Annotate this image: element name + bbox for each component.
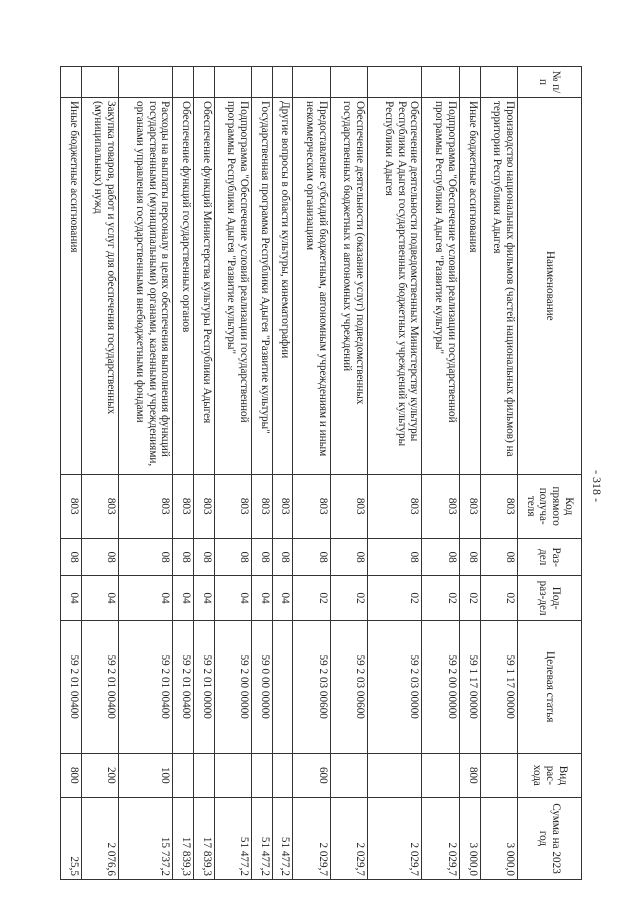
cell-name: Расходы на выплаты персоналу в целях обеспечения выполнения функций государственными (муниципальными) органами, казенными учреждениями, органами управления государственными внебюджетными фондами <box>119 98 173 475</box>
cell-num <box>194 67 215 98</box>
cell-sum: 17 839,3 <box>194 797 215 879</box>
cell-razdel: 08 <box>173 538 194 576</box>
cell-article: 59 2 01 00000 <box>194 620 215 753</box>
cell-code: 803 <box>61 474 82 538</box>
cell-num <box>272 67 293 98</box>
cell-num <box>459 67 480 98</box>
header-name: Наименование <box>518 98 582 475</box>
table-header <box>518 67 582 880</box>
table-row <box>214 67 251 880</box>
cell-vid: 200 <box>81 753 118 797</box>
cell-num <box>119 67 173 98</box>
cell-name: Предоставление субсидий бюджетным, автономным учреждениям и иным некоммерческим организациям <box>293 98 330 475</box>
cell-num <box>81 67 118 98</box>
cell-razdel: 08 <box>61 538 82 576</box>
cell-article <box>272 620 293 753</box>
cell-name: Обеспечение деятельности (оказание услуг) подведомственных государственных бюджетных и автономных учреждений <box>330 98 367 475</box>
cell-code: 803 <box>330 474 367 538</box>
table-row <box>81 67 118 880</box>
cell-article: 59 2 00 00000 <box>214 620 251 753</box>
cell-code: 803 <box>119 474 173 538</box>
cell-vid <box>252 753 273 797</box>
cell-num <box>214 67 251 98</box>
table-body <box>61 67 518 880</box>
cell-razdel: 08 <box>368 538 422 576</box>
cell-sum: 51 477,2 <box>214 797 251 879</box>
cell-podrazdel: 02 <box>330 576 367 620</box>
cell-vid: 800 <box>459 753 480 797</box>
cell-razdel: 08 <box>119 538 173 576</box>
table-row <box>252 67 273 880</box>
cell-sum: 2 029,7 <box>293 797 330 879</box>
header-razdel: Раз-дел <box>518 538 582 576</box>
cell-podrazdel: 04 <box>214 576 251 620</box>
cell-code: 803 <box>422 474 459 538</box>
budget-table <box>60 66 582 880</box>
cell-name: Государственная программа Республики Адыгея "Развитие культуры" <box>252 98 273 475</box>
cell-code: 803 <box>81 474 118 538</box>
cell-vid: 600 <box>293 753 330 797</box>
cell-vid <box>173 753 194 797</box>
cell-podrazdel: 02 <box>293 576 330 620</box>
cell-razdel: 08 <box>330 538 367 576</box>
cell-num <box>61 67 82 98</box>
cell-razdel: 08 <box>252 538 273 576</box>
cell-article: 59 2 03 00600 <box>330 620 367 753</box>
cell-code: 803 <box>459 474 480 538</box>
cell-vid <box>272 753 293 797</box>
cell-name: Обеспечение деятельности подведомственных Министерству культуры Республики Адыгея государственных бюджетных учреждений культуры Республики Адыгея <box>368 98 422 475</box>
cell-article: 59 2 01 00400 <box>173 620 194 753</box>
cell-article: 59 1 17 00000 <box>480 620 517 753</box>
cell-num <box>252 67 273 98</box>
header-code: Код прямого получа-теля <box>518 474 582 538</box>
cell-vid <box>194 753 215 797</box>
header-num: № п/п <box>518 67 582 98</box>
cell-article: 59 2 01 00400 <box>81 620 118 753</box>
table-row <box>173 67 194 880</box>
table-row <box>459 67 480 880</box>
cell-razdel: 08 <box>459 538 480 576</box>
cell-sum: 15 737,2 <box>119 797 173 879</box>
cell-podrazdel: 04 <box>61 576 82 620</box>
cell-podrazdel: 04 <box>173 576 194 620</box>
cell-num <box>330 67 367 98</box>
cell-article: 59 2 00 00000 <box>422 620 459 753</box>
cell-razdel: 08 <box>480 538 517 576</box>
cell-num <box>480 67 517 98</box>
page-number: - 318 - <box>590 470 604 502</box>
cell-vid: 100 <box>119 753 173 797</box>
cell-name: Закупка товаров, работ и услуг для обеспечения государственных (муниципальных) нужд <box>81 98 118 475</box>
table-row <box>293 67 330 880</box>
cell-vid: 800 <box>61 753 82 797</box>
table-row <box>119 67 173 880</box>
cell-podrazdel: 04 <box>81 576 118 620</box>
cell-sum: 17 839,3 <box>173 797 194 879</box>
cell-num <box>422 67 459 98</box>
cell-podrazdel: 04 <box>119 576 173 620</box>
cell-sum: 2 029,7 <box>422 797 459 879</box>
table-row <box>272 67 293 880</box>
header-vid: Вид рас-хода <box>518 753 582 797</box>
cell-vid <box>214 753 251 797</box>
cell-podrazdel: 02 <box>368 576 422 620</box>
header-sum: Сумма на 2023 год <box>518 797 582 879</box>
budget-table-container <box>60 66 582 880</box>
cell-name: Иные бюджетные ассигнования <box>61 98 82 475</box>
cell-sum: 3 000,0 <box>459 797 480 879</box>
cell-sum: 25,5 <box>61 797 82 879</box>
cell-name: Обеспечение функций государственных органов <box>173 98 194 475</box>
cell-name: Производство национальных фильмов (частей национальных фильмов) на территории Республики Адыгея <box>480 98 517 475</box>
cell-podrazdel: 04 <box>194 576 215 620</box>
cell-podrazdel: 02 <box>459 576 480 620</box>
cell-code: 803 <box>293 474 330 538</box>
cell-sum: 3 000,0 <box>480 797 517 879</box>
cell-code: 803 <box>173 474 194 538</box>
cell-vid <box>368 753 422 797</box>
cell-razdel: 08 <box>194 538 215 576</box>
table-row <box>368 67 422 880</box>
cell-article: 59 1 17 00000 <box>459 620 480 753</box>
cell-article: 59 2 01 00400 <box>119 620 173 753</box>
cell-code: 803 <box>214 474 251 538</box>
table-row <box>480 67 517 880</box>
cell-vid <box>422 753 459 797</box>
cell-num <box>293 67 330 98</box>
cell-code: 803 <box>272 474 293 538</box>
cell-vid <box>480 753 517 797</box>
cell-code: 803 <box>252 474 273 538</box>
cell-name: Подпрограмма "Обеспечение условий реализации государственной программы Республики Адыгея "Развитие культуры" <box>422 98 459 475</box>
cell-name: Обеспечение функций Министерства культуры Республики Адыгея <box>194 98 215 475</box>
table-row <box>61 67 82 880</box>
cell-num <box>173 67 194 98</box>
cell-code: 803 <box>480 474 517 538</box>
table-row <box>330 67 367 880</box>
cell-razdel: 08 <box>81 538 118 576</box>
cell-razdel: 08 <box>214 538 251 576</box>
cell-num <box>368 67 422 98</box>
table-row <box>194 67 215 880</box>
cell-vid <box>330 753 367 797</box>
cell-podrazdel: 04 <box>252 576 273 620</box>
cell-article: 59 2 03 00600 <box>293 620 330 753</box>
cell-code: 803 <box>194 474 215 538</box>
cell-podrazdel: 02 <box>422 576 459 620</box>
header-podrazdel: Под-раз-дел <box>518 576 582 620</box>
cell-sum: 2 029,7 <box>330 797 367 879</box>
cell-article: 59 2 03 00000 <box>368 620 422 753</box>
cell-podrazdel: 04 <box>272 576 293 620</box>
cell-podrazdel: 02 <box>480 576 517 620</box>
cell-name: Подпрограмма "Обеспечение условий реализации государственной программы Республики Адыгея "Развитие культуры" <box>214 98 251 475</box>
cell-sum: 51 477,2 <box>272 797 293 879</box>
cell-name: Другие вопросы в области культуры, кинематографии <box>272 98 293 475</box>
cell-sum: 2 029,7 <box>368 797 422 879</box>
cell-sum: 2 076,6 <box>81 797 118 879</box>
cell-razdel: 08 <box>293 538 330 576</box>
cell-razdel: 08 <box>272 538 293 576</box>
cell-article: 59 0 00 00000 <box>252 620 273 753</box>
table-row <box>422 67 459 880</box>
cell-name: Иные бюджетные ассигнования <box>459 98 480 475</box>
cell-sum: 51 477,2 <box>252 797 273 879</box>
header-article: Целевая статья <box>518 620 582 753</box>
cell-article: 59 2 01 00400 <box>61 620 82 753</box>
cell-razdel: 08 <box>422 538 459 576</box>
cell-code: 803 <box>368 474 422 538</box>
